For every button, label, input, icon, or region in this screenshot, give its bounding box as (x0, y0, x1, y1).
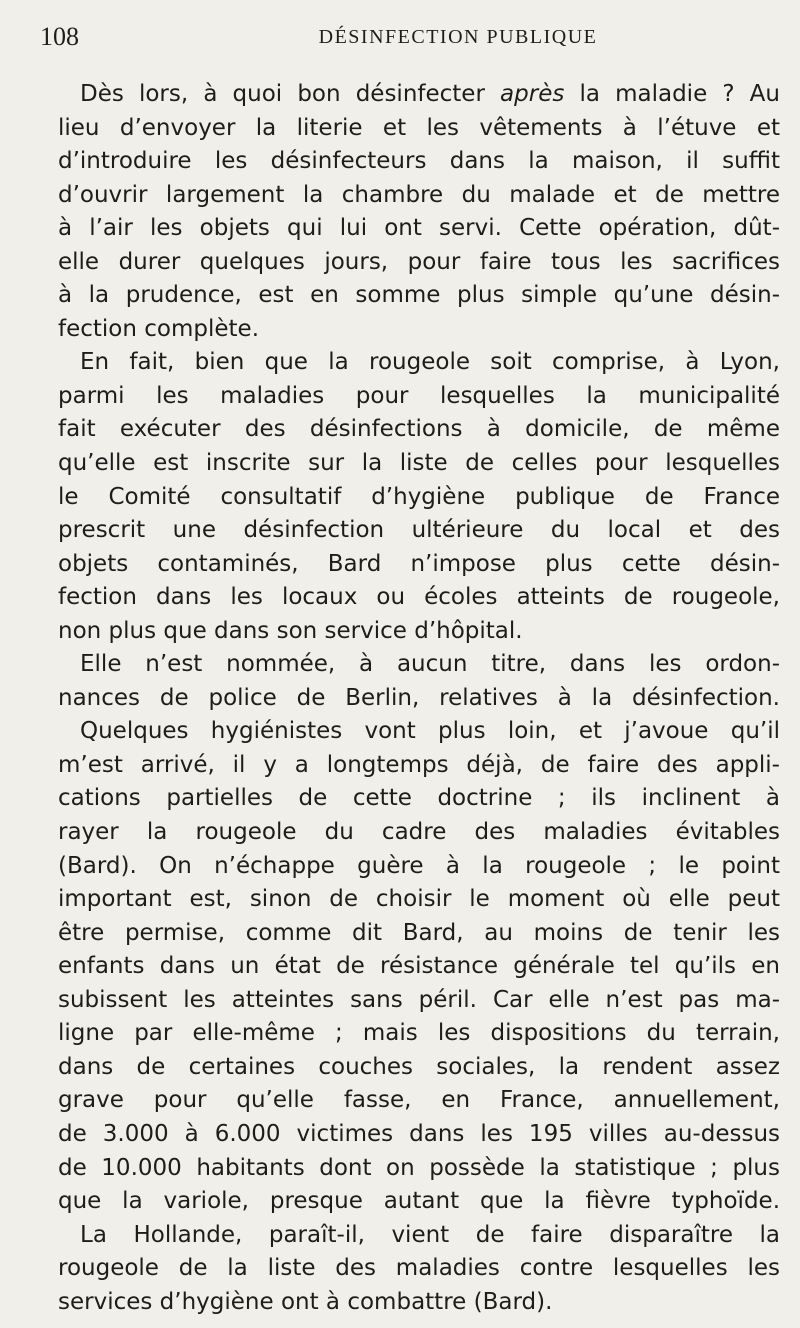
text-segment: m’est arrivé, il y a longtemps déjà, de faire des appli- (58, 751, 780, 778)
text-segment: important est, sinon de choisir le moment où elle peut (58, 886, 780, 913)
text-line (58, 917, 780, 951)
text-segment: ligne par elle-même ; mais les dispositions du terrain, (58, 1020, 780, 1047)
text-segment: grave pour qu’elle fasse, en France, annuellement, (58, 1087, 780, 1114)
text-line (58, 1286, 780, 1320)
text-segment: La Hollande, paraît-il, vient de faire disparaître la (80, 1221, 780, 1248)
text-line (58, 984, 780, 1018)
text-segment: Quelques hygiénistes vont plus loin, et j’avoue qu’il (80, 718, 780, 745)
text-line (58, 514, 780, 548)
text-segment: (Bard). On n’échappe guère à la rougeole ; le point (58, 852, 780, 879)
text-line (58, 246, 780, 280)
text-segment: d’introduire les désinfecteurs dans la maison, il suffit (58, 148, 780, 175)
text-line (58, 615, 780, 649)
text-segment: à la prudence, est en somme plus simple qu’une désin- (58, 282, 780, 309)
text-line (58, 413, 780, 447)
text-line (58, 481, 780, 515)
text-segment: de 3.000 à 6.000 victimes dans les 195 villes au-dessus (58, 1120, 780, 1147)
text-line (58, 447, 780, 481)
text-line (58, 1185, 780, 1219)
text-line (58, 715, 780, 749)
text-line (58, 1051, 780, 1085)
text-line (58, 883, 780, 917)
text-segment: objets contaminés, Bard n’impose plus cette désin- (58, 550, 780, 577)
text-line (58, 1017, 780, 1051)
text-line (58, 1084, 780, 1118)
text-line (58, 749, 780, 783)
text-segment: fection complète. (58, 315, 260, 342)
text-line (58, 212, 780, 246)
text-segment: elle durer quelques jours, pour faire tous les sacrifices (58, 248, 780, 275)
text-segment: d’ouvrir largement la chambre du malade et de mettre (58, 181, 780, 208)
text-segment: En fait, bien que la rougeole soit comprise, à Lyon, (80, 349, 780, 376)
text-line (58, 179, 780, 213)
text-line (58, 816, 780, 850)
text-line (58, 380, 780, 414)
text-segment: être permise, comme dit Bard, au moins de tenir les (58, 919, 780, 946)
text-segment: dans de certaines couches sociales, la rendent assez (58, 1053, 780, 1080)
text-line (58, 648, 780, 682)
text-line (58, 950, 780, 984)
page-header (40, 22, 780, 58)
text-segment: lieu d’envoyer la literie et les vêtements à l’étuve et (58, 114, 780, 141)
text-segment: fait exécuter des désinfections à domicile, de même (58, 416, 780, 443)
text-segment: subissent les atteintes sans péril. Car elle n’est pas ma- (58, 986, 780, 1013)
text-line (58, 581, 780, 615)
text-segment: nances de police de Berlin, relatives à la désinfection. (58, 684, 780, 711)
text-segment: que la variole, presque autant que la fièvre typhoïde. (58, 1188, 780, 1215)
text-segment: la maladie ? Au (564, 81, 780, 107)
text-segment: parmi les maladies pour lesquelles la municipalité (58, 382, 780, 409)
text-segment: à l’air les objets qui lui ont servi. Cette opération, dût- (58, 215, 780, 242)
text-line (58, 313, 780, 347)
running-title: DÉSINFECTION PUBLIQUE (318, 26, 598, 48)
text-line (58, 548, 780, 582)
text-segment: prescrit une désinfection ultérieure du local et des (58, 517, 780, 544)
text-segment: fection dans les locaux ou écoles atteints de rougeole, (58, 584, 780, 611)
text-segment: Dès lors, à quoi bon désinfecter (80, 81, 501, 107)
text-segment: enfants dans un état de résistance générale tel qu’ils en (58, 953, 780, 980)
text-segment: non plus que dans son service d’hôpital. (58, 617, 523, 644)
text-line (58, 1152, 780, 1186)
text-line (58, 112, 780, 146)
body-text (58, 78, 780, 1319)
text-line (58, 145, 780, 179)
text-segment: de 10.000 habitants dont on possède la statistique ; plus (58, 1154, 780, 1181)
text-segment: qu’elle est inscrite sur la liste de celles pour lesquelles (58, 450, 780, 477)
text-line (58, 782, 780, 816)
text-segment: services d’hygiène ont à combattre (Bard). (58, 1288, 553, 1315)
text-line (58, 1219, 780, 1253)
text-segment: rougeole de la liste des maladies contre lesquelles les (58, 1255, 780, 1282)
text-line (58, 1118, 780, 1152)
text-segment: Elle n’est nommée, à aucun titre, dans les ordon- (80, 651, 780, 678)
page-number: 108 (40, 22, 79, 51)
text-line (58, 1252, 780, 1286)
emphasized-word: après (500, 81, 565, 107)
text-segment: le Comité consultatif d’hygiène publique de France (58, 483, 780, 510)
text-line (58, 346, 780, 380)
text-segment: cations partielles de cette doctrine ; ils inclinent à (58, 785, 780, 812)
text-line (58, 850, 780, 884)
text-segment: rayer la rougeole du cadre des maladies évitables (58, 819, 780, 846)
text-line (58, 682, 780, 716)
text-line (58, 279, 780, 313)
text-line (58, 78, 780, 112)
